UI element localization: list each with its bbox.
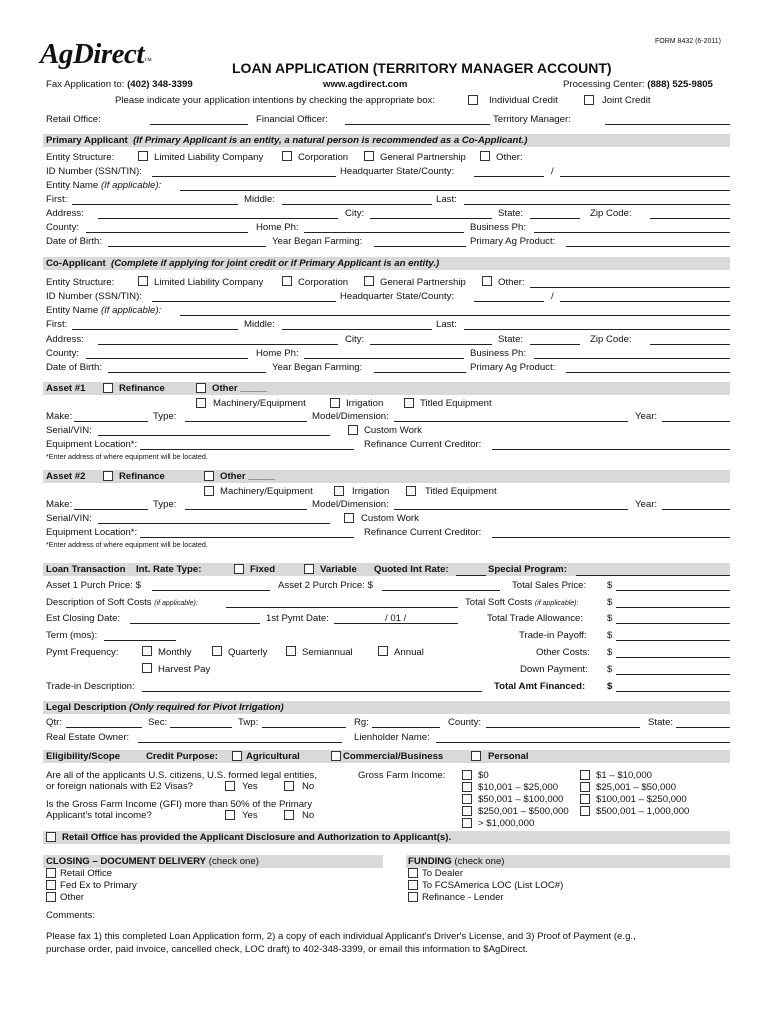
co-primary-product-field[interactable] <box>566 372 730 373</box>
co-llc-label: Limited Liability Company <box>154 277 264 288</box>
asset2-model-field[interactable] <box>394 509 628 510</box>
gfi-question-line2: Applicant's total income? <box>46 810 152 821</box>
int-rate-label: Int. Rate Type: <box>136 564 202 575</box>
primary-product-label: Primary Ag Product: <box>470 236 556 247</box>
co-state-field[interactable] <box>530 344 580 345</box>
lienholder-field[interactable] <box>436 742 730 743</box>
closing-retail-office-label: Retail Office <box>60 868 113 879</box>
asset2-year-field[interactable] <box>662 509 730 510</box>
id-number-field[interactable] <box>152 176 336 177</box>
asset1-machinery-label: Machinery/Equipment <box>213 398 306 409</box>
last-field[interactable] <box>464 204 730 205</box>
income-range-100k-checkbox[interactable] <box>580 794 590 804</box>
co-headquarter-label: Headquarter State/County: <box>340 291 455 302</box>
income-range-250k-checkbox[interactable] <box>462 806 472 816</box>
quoted-rate-label: Quoted Int Rate: <box>374 564 449 575</box>
gross-income-label: Gross Farm Income: <box>358 770 446 781</box>
asset2-titled-checkbox[interactable] <box>406 486 416 496</box>
asset1-titled-label: Titled Equipment <box>420 398 492 409</box>
co-applicant-title: Co-Applicant (Complete if applying for joint credit or if Primary Applicant is an entity.) <box>46 258 440 269</box>
soft-costs-field[interactable] <box>226 607 458 608</box>
year-began-field[interactable] <box>374 246 466 247</box>
hq-county-field[interactable] <box>560 176 730 177</box>
sec-field[interactable] <box>170 727 232 728</box>
asset2-type-label: Type: <box>153 499 177 510</box>
income-range-500k-label: $500,001 – 1,000,000 <box>596 806 690 817</box>
monthly-label: Monthly <box>158 647 192 658</box>
business-ph-label: Business Ph: <box>470 222 526 233</box>
co-corporation-checkbox[interactable] <box>282 276 292 286</box>
co-dob-label: Date of Birth: <box>46 362 102 373</box>
co-hq-county-field[interactable] <box>560 301 730 302</box>
closing-fedex-checkbox[interactable] <box>46 880 56 890</box>
co-last-label: Last: <box>436 319 457 330</box>
instructions-line1: Please fax 1) this completed Loan Application form, 2) a copy of each individual Applicant's Driver's License, and 3) Proof of Payment (e.g., <box>46 931 636 942</box>
gfi-no-label: No <box>302 810 315 821</box>
disclosure-label: Retail Office has provided the Applicant Disclosure and Authorization to Applicant(s). <box>62 832 452 843</box>
asset1-machinery-checkbox[interactable] <box>196 398 206 408</box>
owner-label: Real Estate Owner: <box>46 732 130 743</box>
joint-credit-label: Joint Credit <box>602 95 651 106</box>
asset2-footnote: *Enter address of where equipment will be located. <box>46 540 208 549</box>
closing-header: CLOSING – DOCUMENT DELIVERY (check one) <box>46 856 259 867</box>
asset2-serial-label: Serial/VIN: <box>46 513 92 524</box>
county-field[interactable] <box>86 232 248 233</box>
co-business-ph-label: Business Ph: <box>470 348 526 359</box>
retail-office-field[interactable] <box>150 124 248 125</box>
zip-field[interactable] <box>650 218 730 219</box>
asset2-other-checkbox[interactable] <box>204 471 214 481</box>
headquarter-label: Headquarter State/County: <box>340 166 455 177</box>
pymt-freq-label: Pymt Frequency: <box>46 647 119 658</box>
co-id-number-label: ID Number (SSN/TIN): <box>46 291 142 302</box>
term-label: Term (mos): <box>46 630 98 641</box>
down-payment-field[interactable] <box>616 674 730 675</box>
other-costs-label: Other Costs: <box>536 647 590 658</box>
asset2-year-label: Year: <box>635 499 658 510</box>
asset2-location-label: Equipment Location*: <box>46 527 138 538</box>
income-range-100k-label: $100,001 – $250,000 <box>596 794 687 805</box>
asset2-make-label: Make: <box>46 499 73 510</box>
form-number: FORM 8432 (6-2011) <box>655 38 722 45</box>
monthly-checkbox[interactable] <box>142 646 152 656</box>
semiannual-checkbox[interactable] <box>286 646 296 656</box>
asset1-year-label: Year: <box>635 411 658 422</box>
trade-payoff-label: Trade-in Payoff: <box>519 630 587 641</box>
asset1-custom-work-label: Custom Work <box>364 425 422 436</box>
corporation-checkbox[interactable] <box>282 151 292 161</box>
llc-checkbox[interactable] <box>138 151 148 161</box>
asset2-refinance-label: Refinance <box>119 471 165 482</box>
asset2-irrigation-checkbox[interactable] <box>334 486 344 496</box>
co-county-label: County: <box>46 348 80 359</box>
state-field[interactable] <box>530 218 580 219</box>
address-field[interactable] <box>98 218 338 219</box>
co-business-ph-field[interactable] <box>534 358 730 359</box>
term-field[interactable] <box>104 640 176 641</box>
personal-label: Personal <box>488 751 529 762</box>
territory-manager-field[interactable] <box>605 124 730 125</box>
co-state-label: State: <box>498 334 524 345</box>
gfi-question-line1: Is the Gross Farm Income (GFI) more than 50% of the Primary <box>46 799 313 810</box>
first-pymt-value: / 01 / <box>385 613 407 624</box>
entity-structure-label: Entity Structure: <box>46 152 115 163</box>
trade-allowance-field[interactable] <box>616 623 730 624</box>
asset2-other-label: Other _____ <box>220 471 275 482</box>
disclosure-checkbox[interactable] <box>46 832 56 842</box>
fixed-checkbox[interactable] <box>234 564 244 574</box>
total-sales-field[interactable] <box>616 590 730 591</box>
loan-transaction-label: Loan Transaction <box>46 564 126 575</box>
hq-state-field[interactable] <box>474 176 544 177</box>
down-payment-dollar: $ <box>607 664 613 675</box>
financial-officer-field[interactable] <box>345 124 490 125</box>
personal-checkbox[interactable] <box>471 751 481 761</box>
asset1-make-label: Make: <box>46 411 73 422</box>
hq-slash: / <box>551 166 554 177</box>
twp-field[interactable] <box>262 727 346 728</box>
trade-payoff-dollar: $ <box>607 630 613 641</box>
middle-field[interactable] <box>282 204 432 205</box>
income-range-0-checkbox[interactable] <box>462 770 472 780</box>
asset2-titled-label: Titled Equipment <box>425 486 497 497</box>
citizenship-yes-label: Yes <box>242 781 258 792</box>
co-entity-name-label: Entity Name (If applicable): <box>46 305 162 316</box>
state-label: State: <box>498 208 524 219</box>
funding-refinance-checkbox[interactable] <box>408 892 418 902</box>
city-field[interactable] <box>370 218 492 219</box>
partnership-label: General Partnership <box>380 152 466 163</box>
funding-dealer-label: To Dealer <box>422 868 464 879</box>
co-zip-field[interactable] <box>650 344 730 345</box>
est-closing-field[interactable] <box>130 623 260 624</box>
income-range-1-checkbox[interactable] <box>580 770 590 780</box>
special-program-label: Special Program: <box>488 564 567 575</box>
agdirect-logo: AgDirect™ <box>40 38 152 70</box>
asset1-serial-label: Serial/VIN: <box>46 425 92 436</box>
rg-field[interactable] <box>372 727 440 728</box>
middle-label: Middle: <box>244 194 275 205</box>
income-range-250k-label: $250,001 – $500,000 <box>478 806 569 817</box>
entity-name-field[interactable] <box>180 190 730 191</box>
legal-description-title: Legal Description (Only required for Pivot Irrigation) <box>46 702 284 713</box>
asset2-refinance-checkbox[interactable] <box>103 471 113 481</box>
asset2-custom-work-label: Custom Work <box>361 513 419 524</box>
asset1-year-field[interactable] <box>662 421 730 422</box>
asset1-refinance-checkbox[interactable] <box>103 383 113 393</box>
total-financed-dollar: $ <box>607 681 613 692</box>
variable-checkbox[interactable] <box>304 564 314 574</box>
income-range-1-label: $1 – $10,000 <box>596 770 653 781</box>
down-payment-label: Down Payment: <box>520 664 588 675</box>
co-other-checkbox[interactable] <box>482 276 492 286</box>
co-address-label: Address: <box>46 334 84 345</box>
fax-label: Fax Application to: (402) 348-3399 <box>46 79 193 90</box>
income-range-0-label: $0 <box>478 770 489 781</box>
closing-fedex-label: Fed Ex to Primary <box>60 880 137 891</box>
est-closing-label: Est Closing Date: <box>46 613 121 624</box>
total-financed-label: Total Amt Financed: <box>494 681 586 692</box>
asset1-model-field[interactable] <box>394 421 628 422</box>
asset1-irrigation-label: Irrigation <box>346 398 384 409</box>
asset1-refinance-label: Refinance <box>119 383 165 394</box>
co-entity-name-field[interactable] <box>180 315 730 316</box>
funding-dealer-checkbox[interactable] <box>408 868 418 878</box>
business-ph-field[interactable] <box>534 232 730 233</box>
co-year-began-label: Year Began Farming: <box>272 362 363 373</box>
legal-county-field[interactable] <box>486 727 640 728</box>
lienholder-label: Lienholder Name: <box>354 732 430 743</box>
trade-desc-label: Trade-in Description: <box>46 681 135 692</box>
co-zip-label: Zip Code: <box>590 334 632 345</box>
income-range-50k-checkbox[interactable] <box>462 794 472 804</box>
other-label: Other: <box>496 152 523 163</box>
co-home-ph-field[interactable] <box>304 358 464 359</box>
co-llc-checkbox[interactable] <box>138 276 148 286</box>
credit-purpose-label: Credit Purpose: <box>146 751 218 762</box>
quarterly-checkbox[interactable] <box>212 646 222 656</box>
annual-label: Annual <box>394 647 424 658</box>
closing-other-label: Other <box>60 892 84 903</box>
asset2-location-field[interactable] <box>140 537 354 538</box>
commercial-checkbox[interactable] <box>331 751 341 761</box>
partnership-checkbox[interactable] <box>364 151 374 161</box>
special-program-field[interactable] <box>576 575 730 576</box>
zip-label: Zip Code: <box>590 208 632 219</box>
asset2-serial-field[interactable] <box>98 523 330 524</box>
co-hq-slash: / <box>551 291 554 302</box>
funding-header: FUNDING (check one) <box>408 856 505 867</box>
co-corporation-label: Corporation <box>298 277 349 288</box>
asset1-make-field[interactable] <box>74 421 148 422</box>
co-other-field[interactable] <box>530 287 730 288</box>
city-label: City: <box>345 208 365 219</box>
home-ph-label: Home Ph: <box>256 222 299 233</box>
asset1-other-checkbox[interactable] <box>196 383 206 393</box>
legal-state-field[interactable] <box>676 727 730 728</box>
retail-office-label: Retail Office: <box>46 114 101 125</box>
co-city-field[interactable] <box>370 344 492 345</box>
sec-label: Sec: <box>148 717 168 728</box>
asset2-machinery-checkbox[interactable] <box>204 486 214 496</box>
other-costs-field[interactable] <box>616 657 730 658</box>
asset1-other-label: Other _____ <box>212 383 267 394</box>
trade-payoff-field[interactable] <box>616 640 730 641</box>
other-checkbox[interactable] <box>480 151 490 161</box>
total-soft-field[interactable] <box>616 607 730 608</box>
funding-loc-label: To FCSAmerica LOC (List LOC#) <box>422 880 564 891</box>
rg-label: Rg: <box>354 717 369 728</box>
asset1-location-field[interactable] <box>140 449 354 450</box>
asset1-label: Asset #1 <box>46 383 86 394</box>
income-range-50k-label: $50,001 – $100,000 <box>478 794 564 805</box>
legal-county-label: County: <box>448 717 482 728</box>
co-year-began-field[interactable] <box>374 372 466 373</box>
entity-name-label: Entity Name (If applicable): <box>46 180 162 191</box>
total-financed-field[interactable] <box>616 691 730 692</box>
trade-allowance-label: Total Trade Allowance: <box>487 613 583 624</box>
asset1-price-label: Asset 1 Purch Price: $ <box>46 580 141 591</box>
asset1-creditor-field[interactable] <box>492 449 730 450</box>
co-middle-field[interactable] <box>282 329 432 330</box>
financial-officer-label: Financial Officer: <box>256 114 328 125</box>
corporation-label: Corporation <box>298 152 349 163</box>
closing-retail-office-checkbox[interactable] <box>46 868 56 878</box>
asset1-price-field[interactable] <box>152 590 270 591</box>
co-hq-state-field[interactable] <box>474 301 544 302</box>
asset2-machinery-label: Machinery/Equipment <box>220 486 313 497</box>
processing-center: Processing Center: (888) 525-9805 <box>563 79 713 90</box>
income-range-10k-checkbox[interactable] <box>462 782 472 792</box>
co-home-ph-label: Home Ph: <box>256 348 299 359</box>
asset2-creditor-label: Refinance Current Creditor: <box>364 527 482 538</box>
asset2-label: Asset #2 <box>46 471 86 482</box>
agricultural-label: Agricultural <box>246 751 300 762</box>
income-range-1m-checkbox[interactable] <box>462 818 472 828</box>
twp-label: Twp: <box>238 717 259 728</box>
county-label: County: <box>46 222 80 233</box>
asset2-make-field[interactable] <box>74 509 148 510</box>
co-first-label: First: <box>46 319 68 330</box>
agricultural-checkbox[interactable] <box>232 751 242 761</box>
co-id-number-field[interactable] <box>152 301 336 302</box>
co-address-field[interactable] <box>98 344 338 345</box>
funding-refinance-label: Refinance - Lender <box>422 892 504 903</box>
asset2-price-label: Asset 2 Purch Price: $ <box>278 580 373 591</box>
home-ph-field[interactable] <box>304 232 464 233</box>
gfi-yes-checkbox[interactable] <box>225 810 235 820</box>
semiannual-label: Semiannual <box>302 647 353 658</box>
asset1-type-field[interactable] <box>185 421 307 422</box>
instructions-line2: purchase order, paid invoice, cancelled check, LOC draft) to 402-348-3399, or email this information to $AgDirect. <box>46 944 529 955</box>
co-last-field[interactable] <box>464 329 730 330</box>
asset2-price-field[interactable] <box>382 590 500 591</box>
total-sales-label: Total Sales Price: <box>512 580 587 591</box>
first-label: First: <box>46 194 68 205</box>
first-field[interactable] <box>72 204 238 205</box>
total-soft-dollar: $ <box>607 597 613 608</box>
income-range-10k-label: $10,001 – $25,000 <box>478 782 559 793</box>
comments-label: Comments: <box>46 910 96 921</box>
individual-credit-checkbox[interactable] <box>468 95 478 105</box>
citizenship-yes-checkbox[interactable] <box>225 781 235 791</box>
dob-field[interactable] <box>108 246 266 247</box>
individual-credit-label: Individual Credit <box>489 95 558 106</box>
website[interactable]: www.agdirect.com <box>323 79 408 90</box>
quoted-rate-field[interactable] <box>456 575 486 576</box>
co-entity-structure-label: Entity Structure: <box>46 277 115 288</box>
last-label: Last: <box>436 194 457 205</box>
asset1-custom-work-checkbox[interactable] <box>348 425 358 435</box>
gfi-yes-label: Yes <box>242 810 258 821</box>
trade-allowance-dollar: $ <box>607 613 613 624</box>
id-number-label: ID Number (SSN/TIN): <box>46 166 142 177</box>
commercial-label: Commercial/Business <box>343 751 444 762</box>
asset1-model-label: Model/Dimension: <box>312 411 389 422</box>
asset2-irrigation-label: Irrigation <box>352 486 390 497</box>
primary-applicant-title: Primary Applicant (If Primary Applicant is an entity, a natural person is recommended as a Co-Applicant.) <box>46 135 528 146</box>
asset2-model-label: Model/Dimension: <box>312 499 389 510</box>
asset1-serial-field[interactable] <box>98 435 330 436</box>
co-partnership-label: General Partnership <box>380 277 466 288</box>
total-soft-label: Total Soft Costs (if applicable): <box>465 597 579 608</box>
co-dob-field[interactable] <box>108 372 266 373</box>
citizenship-question-line2: or foreign nationals with E2 Visas? <box>46 781 194 792</box>
intentions-text: Please indicate your application intentions by checking the appropriate box: <box>115 95 435 106</box>
soft-costs-label: Description of Soft Costs (if applicable): <box>46 597 198 608</box>
qtr-label: Qtr: <box>46 717 62 728</box>
asset1-creditor-label: Refinance Current Creditor: <box>364 439 482 450</box>
asset2-custom-work-checkbox[interactable] <box>344 513 354 523</box>
gfi-no-checkbox[interactable] <box>284 810 294 820</box>
asset1-titled-checkbox[interactable] <box>404 398 414 408</box>
joint-credit-checkbox[interactable] <box>584 95 594 105</box>
citizenship-no-checkbox[interactable] <box>284 781 294 791</box>
asset1-location-label: Equipment Location*: <box>46 439 138 450</box>
total-sales-dollar: $ <box>607 580 613 591</box>
address-label: Address: <box>46 208 84 219</box>
page-title: LOAN APPLICATION (TERRITORY MANAGER ACCOUNT) <box>232 60 612 76</box>
asset1-footnote: *Enter address of where equipment will be located. <box>46 452 208 461</box>
other-costs-dollar: $ <box>607 647 613 658</box>
territory-manager-label: Territory Manager: <box>493 114 571 125</box>
closing-other-checkbox[interactable] <box>46 892 56 902</box>
citizenship-no-label: No <box>302 781 315 792</box>
trade-desc-field[interactable] <box>142 691 482 692</box>
variable-label: Variable <box>320 564 357 575</box>
quarterly-label: Quarterly <box>228 647 268 658</box>
funding-loc-checkbox[interactable] <box>408 880 418 890</box>
fixed-label: Fixed <box>250 564 276 575</box>
first-pymt-label: 1st Pymt Date: <box>266 613 329 624</box>
harvest-pay-label: Harvest Pay <box>158 664 211 675</box>
eligibility-label: Eligibility/Scope <box>46 751 121 762</box>
co-first-field[interactable] <box>72 329 238 330</box>
dob-label: Date of Birth: <box>46 236 102 247</box>
primary-product-field[interactable] <box>566 246 730 247</box>
income-range-1m-label: > $1,000,000 <box>478 818 535 829</box>
legal-state-label: State: <box>648 717 674 728</box>
asset1-type-label: Type: <box>153 411 177 422</box>
co-primary-product-label: Primary Ag Product: <box>470 362 556 373</box>
co-middle-label: Middle: <box>244 319 275 330</box>
co-other-label: Other: <box>498 277 525 288</box>
qtr-field[interactable] <box>66 727 142 728</box>
income-range-25k-checkbox[interactable] <box>580 782 590 792</box>
co-city-label: City: <box>345 334 365 345</box>
asset2-creditor-field[interactable] <box>492 537 730 538</box>
year-began-label: Year Began Farming: <box>272 236 363 247</box>
co-partnership-checkbox[interactable] <box>364 276 374 286</box>
income-range-500k-checkbox[interactable] <box>580 806 590 816</box>
income-range-25k-label: $25,001 – $50,000 <box>596 782 677 793</box>
asset1-irrigation-checkbox[interactable] <box>330 398 340 408</box>
harvest-pay-checkbox[interactable] <box>142 663 152 673</box>
asset2-type-field[interactable] <box>185 509 307 510</box>
co-county-field[interactable] <box>86 358 248 359</box>
annual-checkbox[interactable] <box>378 646 388 656</box>
citizenship-question-line1: Are all of the applicants U.S. citizens, U.S. formed legal entities, <box>46 770 317 781</box>
owner-field[interactable] <box>138 742 342 743</box>
llc-label: Limited Liability Company <box>154 152 264 163</box>
